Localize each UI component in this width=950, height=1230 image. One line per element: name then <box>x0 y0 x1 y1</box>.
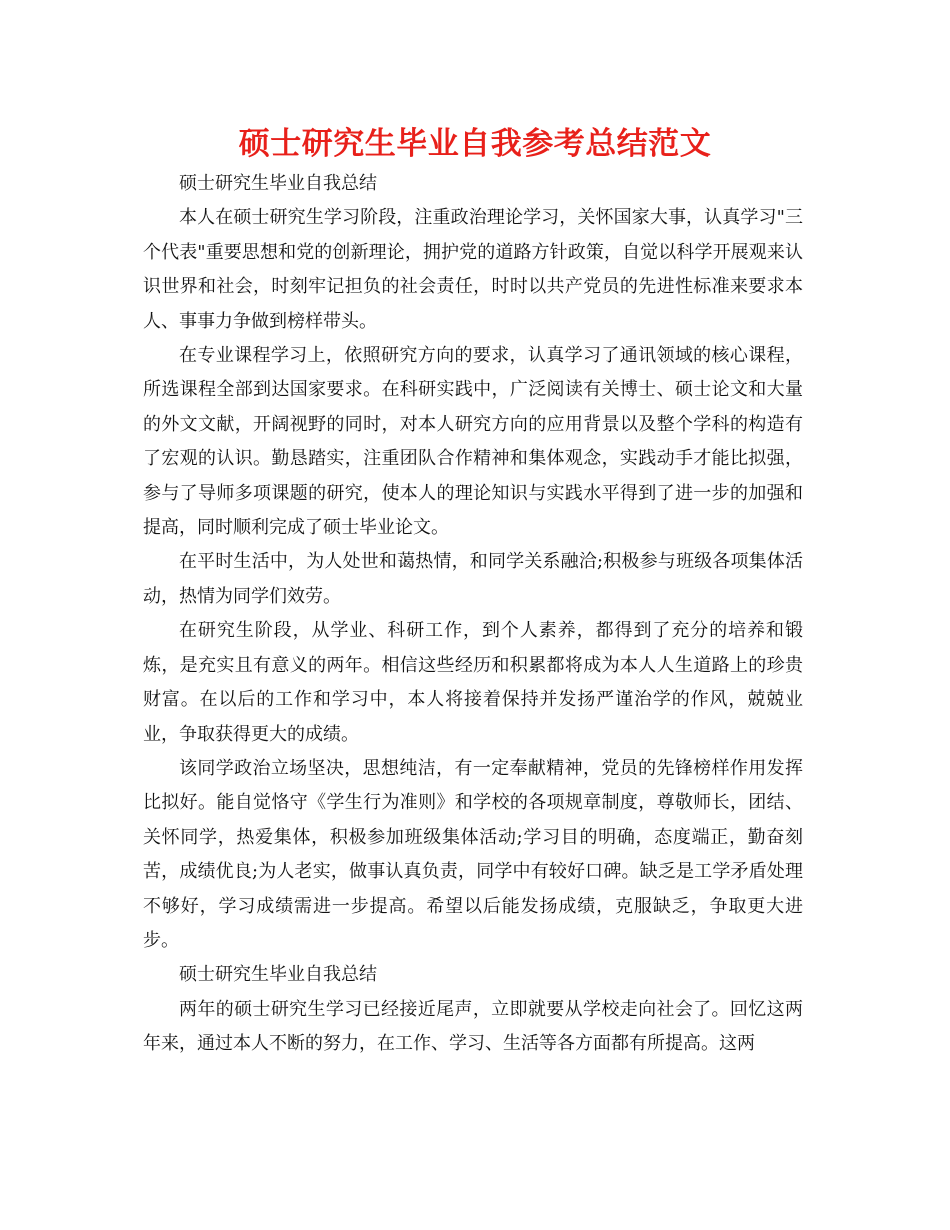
paragraph: 在专业课程学习上，依照研究方向的要求，认真学习了通讯领域的核心课程，所选课程全部到达国家要求。在科研实践中，广泛阅读有关博士、硕士论文和大量的外文文献，开阔视野的同时，对本人研究方向的应用背景以及整个学科的构造有了宏观的认识。勤恳踏实，注重团队合作精神和集体观念，实践动手才能比拟强，参与了导师多项课题的研究，使本人的理论知识与实践水平得到了进一步的加强和提高，同时顺利完成了硕士毕业论文。 <box>143 345 803 539</box>
paragraph: 该同学政治立场坚决，思想纯洁，有一定奉献精神，党员的先锋榜样作用发挥比拟好。能自觉恪守《学生行为准则》和学校的各项规章制度，尊敬师长，团结、关怀同学，热爱集体，积极参加班级集体活动;学习目的明确，态度端正，勤奋刻苦，成绩优良;为人老实，做事认真负责，同学中有较好口碑。缺乏是工学矛盾处理不够好，学习成绩需进一步提高。希望以后能发扬成绩，克服缺乏，争取更大进步。 <box>143 757 803 951</box>
paragraph: 两年的硕士研究生学习已经接近尾声，立即就要从学校走向社会了。回忆这两年来，通过本人不断的努力，在工作、学习、生活等各方面都有所提高。这两 <box>143 998 803 1055</box>
paragraph: 在平时生活中，为人处世和蔼热情，和同学关系融洽;积极参与班级各项集体活动，热情为同学们效劳。 <box>143 551 803 607</box>
paragraph: 本人在硕士研究生学习阶段，注重政治理论学习，关怀国家大事，认真学习"三个代表"重要思想和党的创新理论，拥护党的道路方针政策，自觉以科学开展观来认识世界和社会，时刻牢记担负的社会责任，时时以共产党员的先进性标准来要求本人、事事力争做到榜样带头。 <box>143 207 803 332</box>
document-body <box>143 167 803 1062</box>
section-heading: 硕士研究生毕业自我总结 <box>179 964 377 986</box>
paragraph: 在研究生阶段，从学业、科研工作，到个人素养，都得到了充分的培养和锻炼，是充实且有意义的两年。相信这些经历和积累都将成为本人人生道路上的珍贵财富。在以后的工作和学习中，本人将接着保持并发扬严谨治学的作风，兢兢业业，争取获得更大的成绩。 <box>143 620 803 745</box>
section-heading: 硕士研究生毕业自我总结 <box>179 173 377 194</box>
document-title: 硕士研究生毕业自我参考总结范文 <box>238 126 712 162</box>
